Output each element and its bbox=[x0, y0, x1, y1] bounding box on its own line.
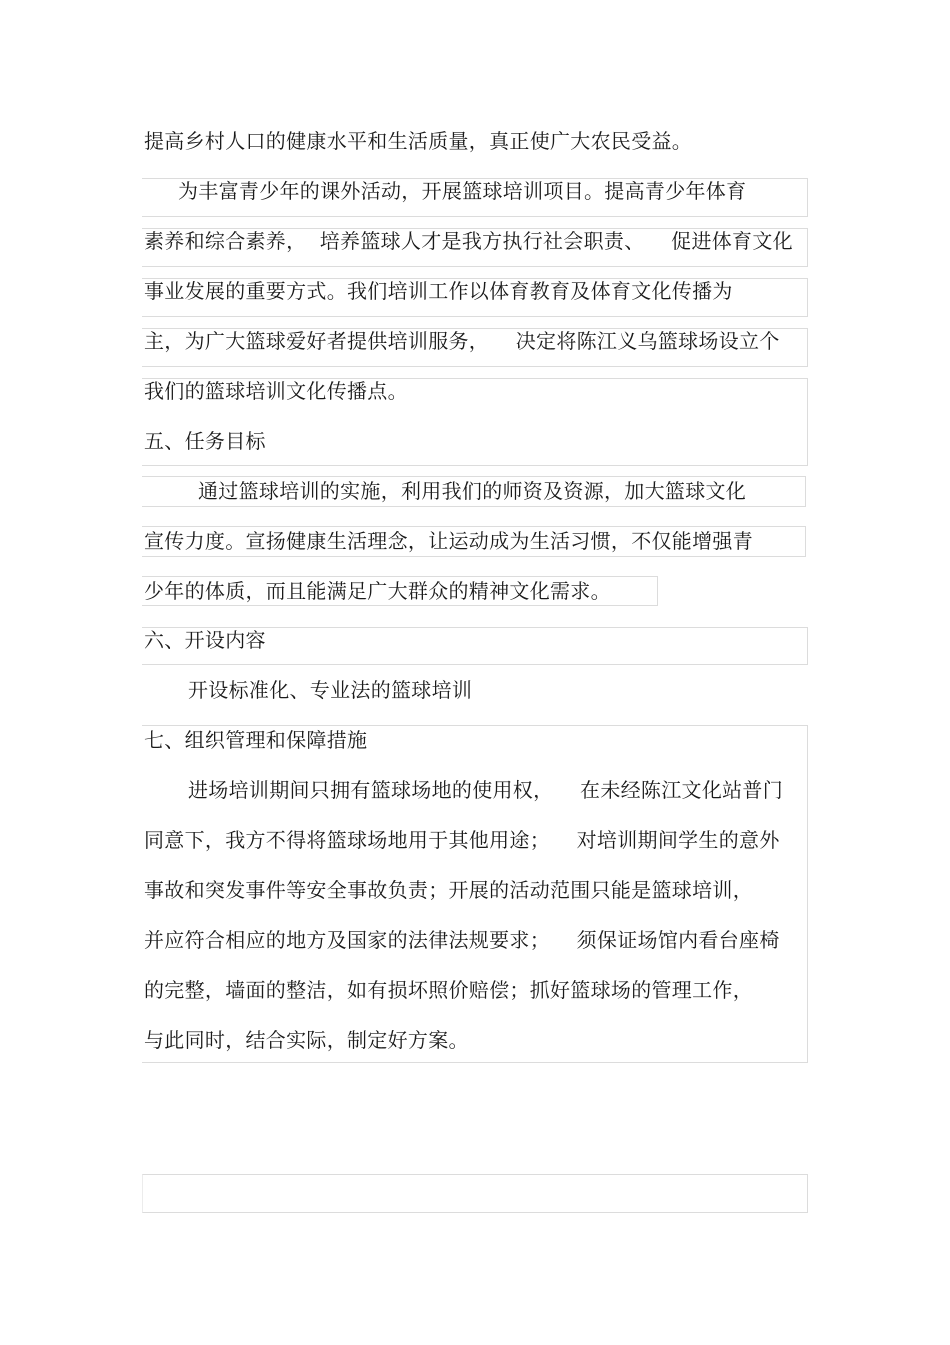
text-line: 主，为广大篮球爱好者提供培训服务， 决定将陈江义乌篮球场设立个 bbox=[144, 329, 780, 353]
text-line: 进场培训期间只拥有篮球场地的使用权， 在未经陈江文化站普门 bbox=[188, 778, 784, 802]
text-line: 与此同时，结合实际，制定好方案。 bbox=[144, 1028, 469, 1052]
text-line: 提高乡村人口的健康水平和生活质量，真正使广大农民受益。 bbox=[144, 129, 693, 153]
empty-table-box bbox=[142, 1174, 808, 1213]
section-heading: 七、组织管理和保障措施 bbox=[144, 728, 368, 752]
section-heading: 五、任务目标 bbox=[144, 429, 266, 453]
text-line: 素养和综合素养， 培养篮球人才是我方执行社会职责、 促进体育文化 bbox=[144, 229, 793, 253]
text-line: 通过篮球培训的实施，利用我们的师资及资源，加大篮球文化 bbox=[198, 479, 747, 503]
text-line: 事故和突发事件等安全事故负责；开展的活动范围只能是篮球培训， bbox=[144, 878, 753, 902]
text-line: 并应符合相应的地方及国家的法律法规要求； 须保证场馆内看台座椅 bbox=[144, 928, 780, 952]
text-line: 的完整，墙面的整洁，如有损坏照价赔偿；抓好篮球场的管理工作， bbox=[144, 978, 753, 1002]
text-line: 宣传力度。宣扬健康生活理念，让运动成为生活习惯，不仅能增强青 bbox=[144, 529, 753, 553]
text-line: 同意下，我方不得将篮球场地用于其他用途； 对培训期间学生的意外 bbox=[144, 828, 780, 852]
text-line: 事业发展的重要方式。我们培训工作以体育教育及体育文化传播为 bbox=[144, 279, 733, 303]
text-line: 我们的篮球培训文化传播点。 bbox=[144, 379, 408, 403]
text-line: 开设标准化、专业法的篮球培训 bbox=[188, 678, 473, 702]
text-line: 为丰富青少年的课外活动，开展篮球培训项目。提高青少年体育 bbox=[178, 179, 747, 203]
text-line: 少年的体质，而且能满足广大群众的精神文化需求。 bbox=[144, 579, 611, 603]
section-heading: 六、开设内容 bbox=[144, 628, 266, 652]
